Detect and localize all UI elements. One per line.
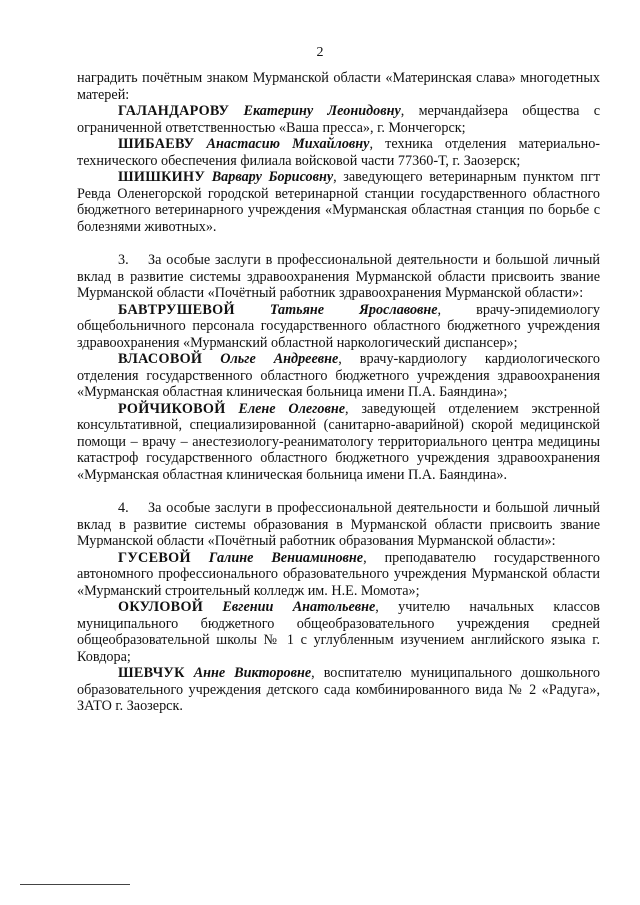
awardee-paragraph xyxy=(77,103,600,136)
awardee-surname: БАВТРУШЕВОЙ xyxy=(118,301,235,318)
awardee-surname: РОЙЧИКОВОЙ xyxy=(118,400,226,417)
awardee-paragraph xyxy=(77,599,600,665)
awardee-name: Галине Вениаминовне xyxy=(208,549,364,566)
section-spacer xyxy=(77,483,600,500)
awardee-paragraph xyxy=(77,550,600,600)
section-3-text: За особые заслуги в профессиональной деятельности и большой личный вклад в развитие системы здравоохранения Мурманской области присвоить звание Мурманской области «Почётный работник здравоохранения Мурманской области»: xyxy=(77,252,600,301)
section-3 xyxy=(77,252,600,483)
awardee-paragraph xyxy=(77,401,600,484)
section-4-paragraph xyxy=(77,500,600,550)
document-body xyxy=(77,70,600,715)
awardee-details: , заведующего ветеринарным пунктом пгт Ревда Оленегорской городской ветеринарной станции государственного областного бюджетного ветеринарного учреждения «Мурманская областная станция по борьбе с болезнями животных». xyxy=(77,169,600,235)
section-4-text: За особые заслуги в профессиональной деятельности и большой личный вклад в развитие системы образования в Мурманской области присвоить звание Мурманской области «Почётный работник образования Мурманской области»: xyxy=(77,500,600,549)
awardee-details: , техника отделения материально-технического обеспечения филиала войсковой части 77360-Т, г. Заозерск; xyxy=(77,136,601,169)
awardee-name: Евгении Анатольевне xyxy=(222,599,376,615)
awardee-name: Ольге Андреевне xyxy=(220,351,339,367)
awardee-name: Анне Викторовне xyxy=(193,665,312,681)
awardee-paragraph xyxy=(77,351,600,401)
awardee-details: , преподавателю государственного автономного профессионального образовательного учреждения Мурманской области «Мурманский строительный колледж им. Н.Е. Момота»; xyxy=(77,549,600,599)
section-3-number: 3. xyxy=(118,252,129,268)
page-number: 2 xyxy=(316,45,324,60)
section-4-number: 4. xyxy=(118,500,129,516)
awardee-details: , врачу-эпидемиологу общебольничного персонала государственного областного бюджетного учреждения здравоохранения «Мурманский областной наркологический диспансер»; xyxy=(77,301,600,351)
awardee-surname: ГУСЕВОЙ xyxy=(118,549,191,566)
awardee-name: Варвару Борисовну xyxy=(211,169,334,185)
awardee-paragraph xyxy=(77,136,600,169)
awardee-details: , учителю начальных классов муниципального бюджетного общеобразовательного учреждения средней общеобразовательной школы № 1 с углубленным изучением английского языка г. Ковдора; xyxy=(77,599,600,665)
awardee-surname: ШЕВЧУК xyxy=(118,665,185,681)
intro-paragraph: наградить почётным знаком Мурманской области «Материнская слава» многодетных матерей: xyxy=(77,70,600,103)
section-spacer xyxy=(77,235,600,252)
section-3-paragraph xyxy=(77,252,600,302)
footer-rule xyxy=(20,884,130,885)
awardee-paragraph xyxy=(77,302,600,352)
awardee-surname: ШИБАЕВУ xyxy=(118,136,195,152)
section-2-awardees xyxy=(77,103,600,235)
awardee-name: Елене Олеговне xyxy=(238,400,346,417)
awardee-surname: ГАЛАНДАРОВУ xyxy=(118,103,230,119)
section-4 xyxy=(77,500,600,715)
awardee-name: Татьяне Ярославовне xyxy=(269,301,438,318)
awardee-surname: ШИШКИНУ xyxy=(118,169,206,185)
awardee-details: , мерчандайзера общества с ограниченной ответственностью «Ваша пресса», г. Мончегорск; xyxy=(77,103,600,136)
awardee-paragraph xyxy=(77,665,600,715)
awardee-details: , врачу-кардиологу кардиологического отделения государственного областного бюджетного учреждения здравоохранения «Мурманская областная клиническая больница имени П.А. Баяндина»; xyxy=(77,351,600,400)
awardee-name: Екатерину Леонидовну xyxy=(243,103,401,119)
awardee-paragraph xyxy=(77,169,600,235)
awardee-surname: ОКУЛОВОЙ xyxy=(118,599,204,615)
awardee-name: Анастасию Михайловну xyxy=(206,136,370,152)
awardee-surname: ВЛАСОВОЙ xyxy=(118,351,203,367)
awardee-details: , заведующей отделением экстренной консультативной, специализированной (санитарно-аварийной) скорой медицинской помощи – врачу – анестезиологу-реаниматологу территориального центра медицины катастроф государственного областного бюджетного учреждения здравоохранения «Мурманская областная клиническая больница имени П.А. Баяндина». xyxy=(77,400,601,483)
awardee-details: , воспитателю муниципального дошкольного образовательного учреждения детского сада комбинированного вида № 2 «Радуга», ЗАТО г. Заозерск. xyxy=(77,665,600,714)
